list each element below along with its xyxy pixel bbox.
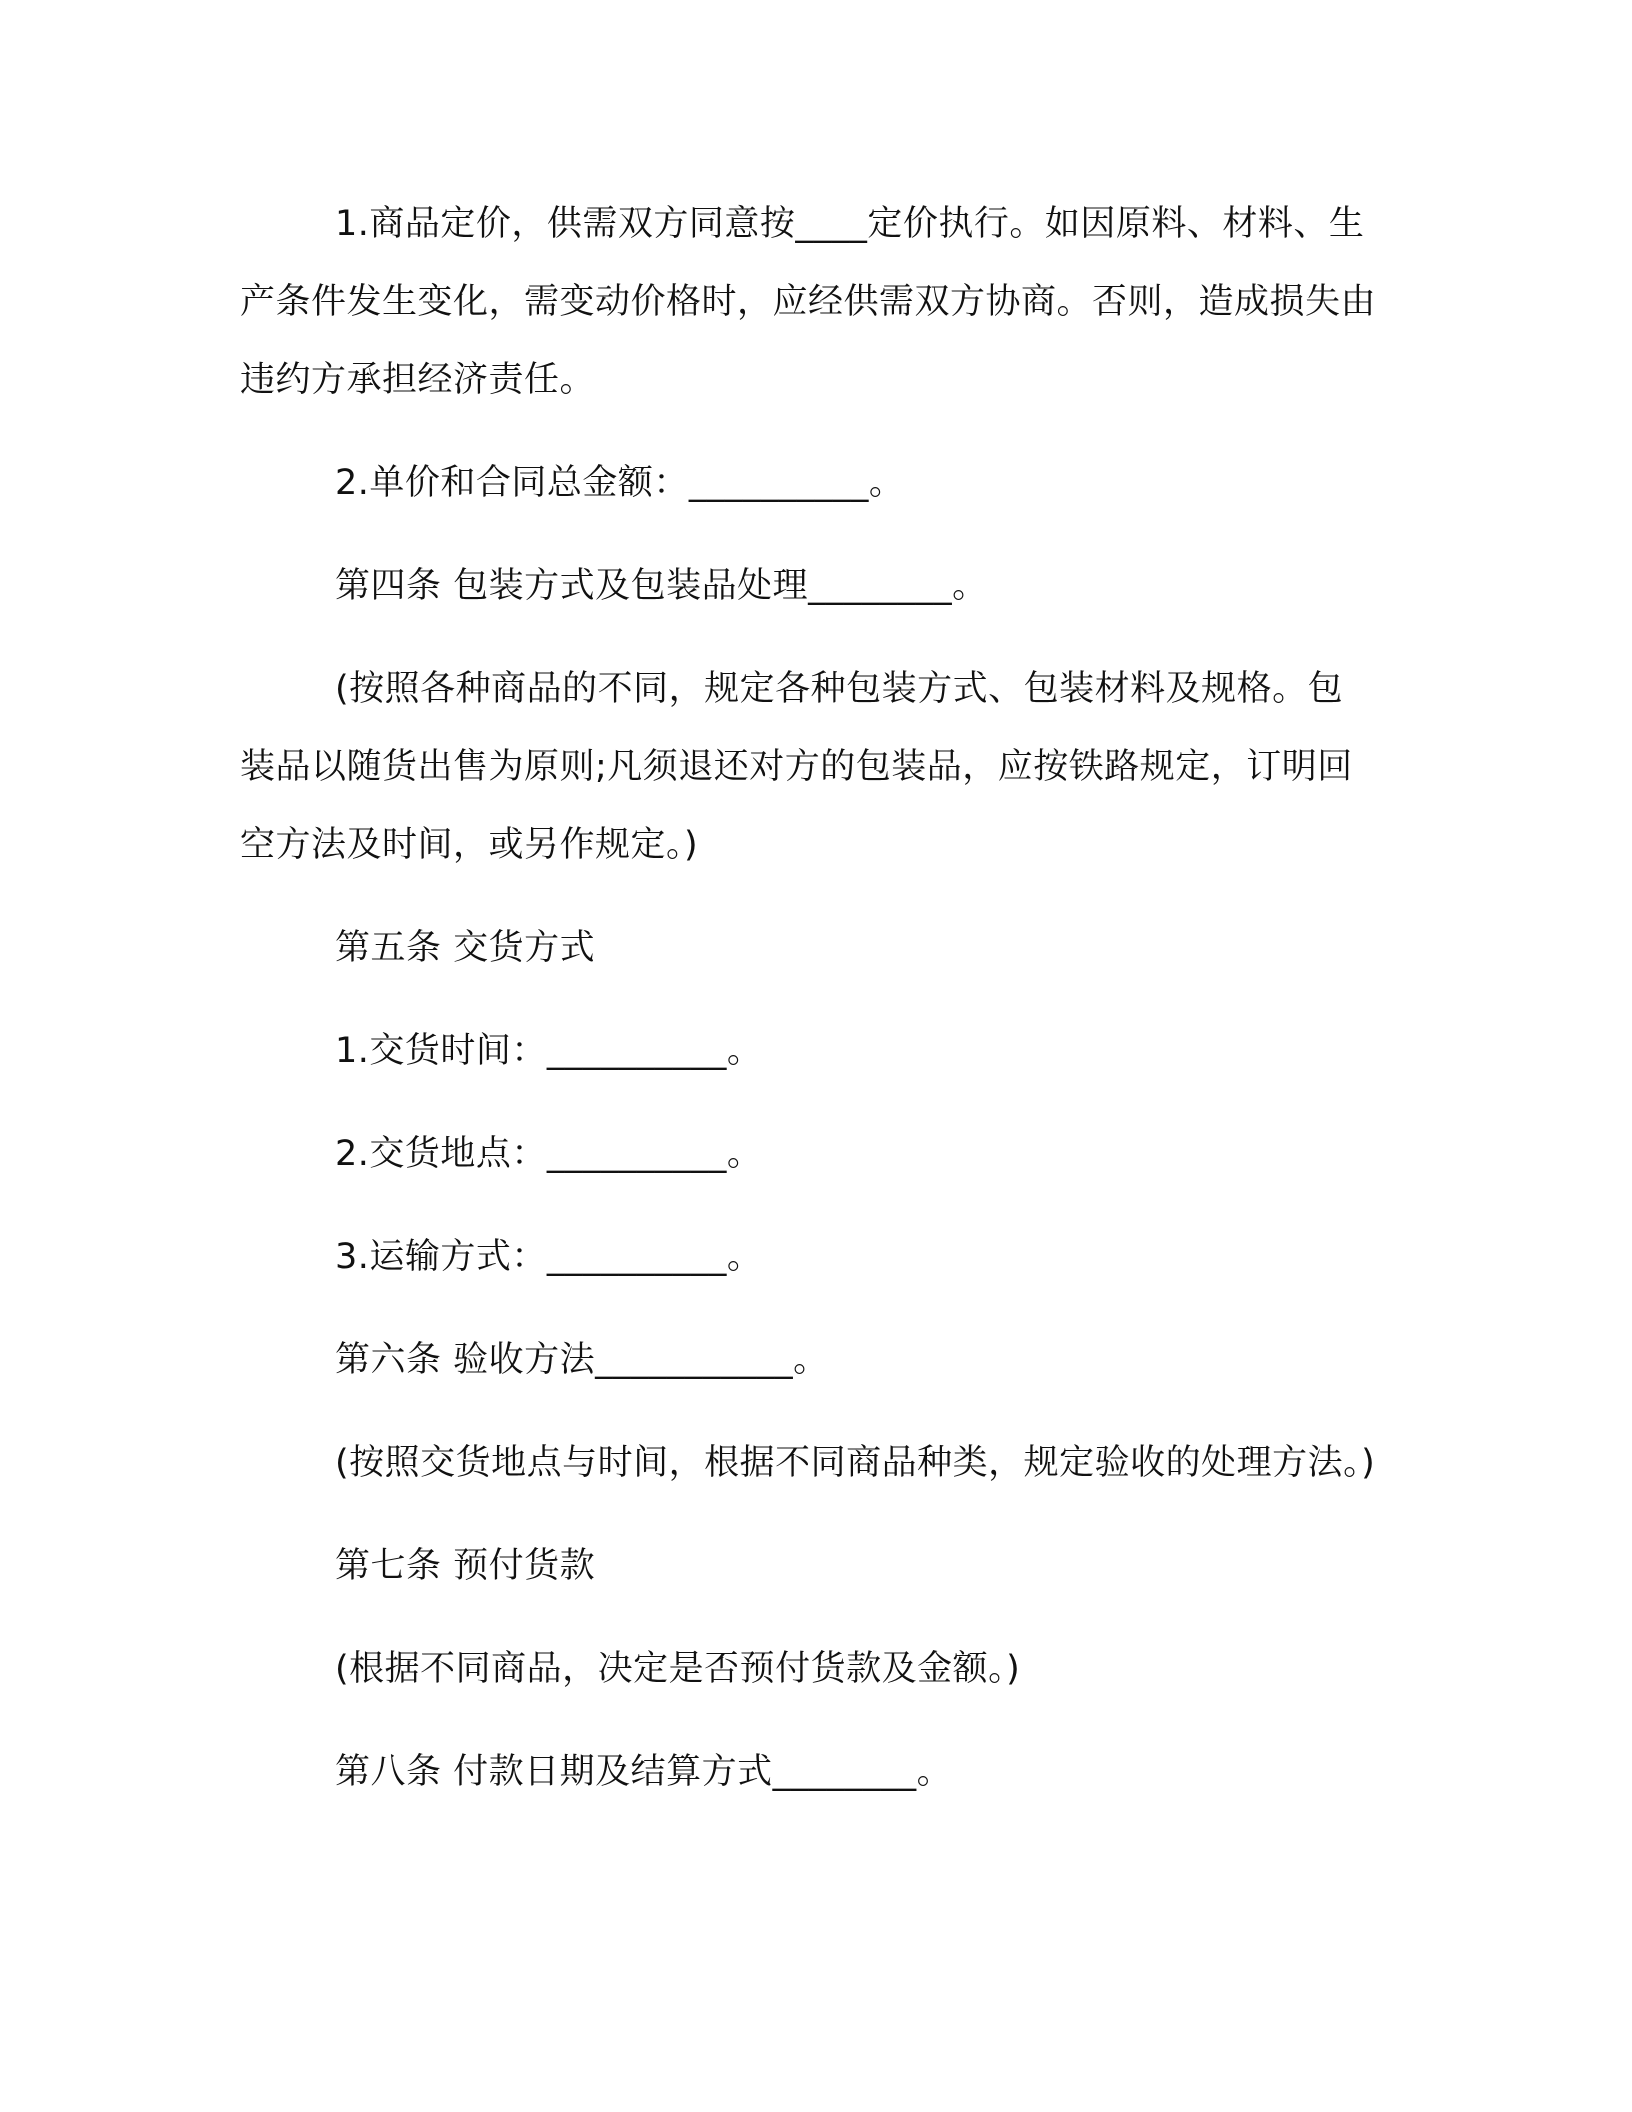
- article-6-inspection-heading: 第六条 验收方法___________。: [335, 1340, 829, 1380]
- clause-pricing-text: 1.商品定价，供需双方同意按____定价执行。如因原料、材料、生产条件发生变化，需变动价格时，应经供需双方协商。否则，造成损失由违约方承担经济责任。: [240, 204, 1377, 400]
- article-4-packaging-heading: 第四条 包装方式及包装品处理________。: [335, 566, 988, 606]
- clause-unit-price-total: 2.单价和合同总金额：__________。: [335, 463, 905, 503]
- article-7-prepayment-note: (根据不同商品，决定是否预付货款及金额。): [335, 1649, 1021, 1689]
- delivery-place-line: 2.交货地点：__________。: [335, 1134, 763, 1174]
- delivery-time-line: 1.交货时间：__________。: [335, 1031, 763, 1071]
- article-6-inspection-note: (按照交货地点与时间，根据不同商品种类，规定验收的处理方法。): [335, 1443, 1376, 1483]
- article-5-delivery-heading: 第五条 交货方式: [335, 928, 596, 968]
- article-4-packaging-note: (按照各种商品的不同，规定各种包装方式、包装材料及规格。包装品以随货出售为原则;凡须退还对方的包装品，应按铁路规定，订明回空方法及时间，或另作规定。): [240, 669, 1353, 865]
- transport-method-line: 3.运输方式：__________。: [335, 1237, 763, 1277]
- article-7-prepayment-heading: 第七条 预付货款: [335, 1546, 596, 1586]
- document-body: [240, 185, 1376, 1811]
- article-8-payment-heading: 第八条 付款日期及结算方式________。: [335, 1752, 953, 1792]
